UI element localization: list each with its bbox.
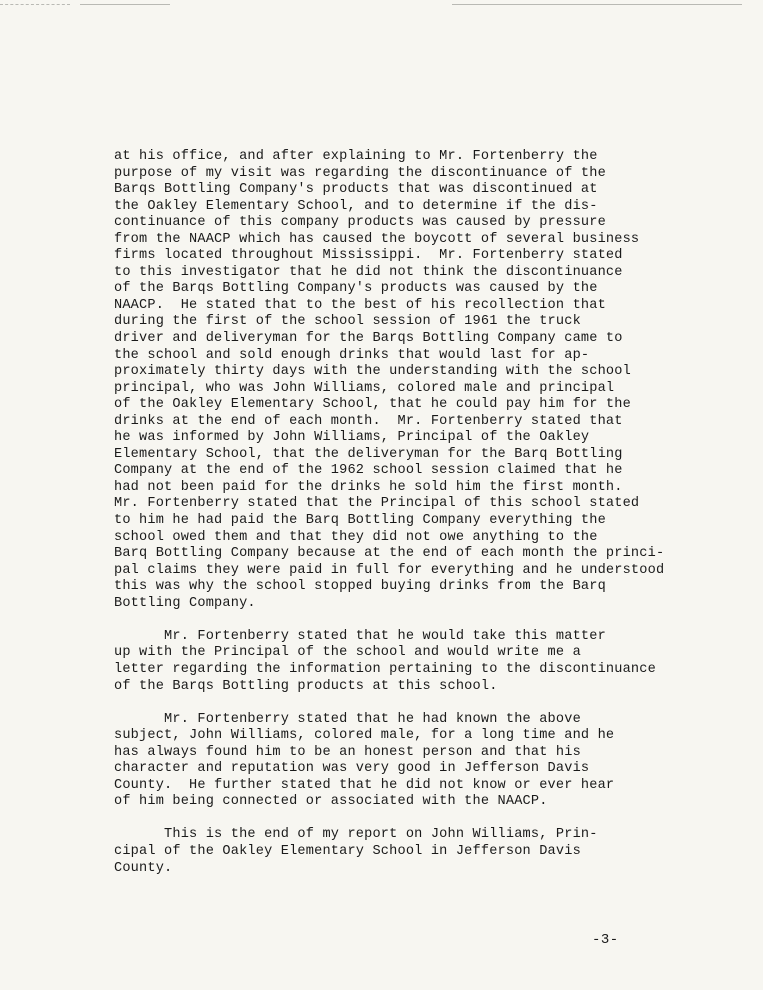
text-line: he was informed by John Williams, Principal of the Oakley	[114, 430, 590, 446]
text-line: Barq Bottling Company because at the end of each month the princi-	[114, 546, 665, 562]
text-line: subject, John Williams, colored male, for a long time and he	[114, 728, 615, 744]
text-line: the school and sold enough drinks that would last for ap-	[114, 347, 590, 363]
paragraph	[114, 149, 714, 612]
text-line: County.	[114, 860, 173, 876]
text-line: Barqs Bottling Company's products that was discontinued at	[114, 182, 598, 198]
text-line: of the Barqs Bottling products at this school.	[114, 678, 498, 694]
text-line: Mr. Fortenberry stated that the Principal of this school stated	[114, 496, 640, 512]
paragraph-gap	[114, 612, 714, 629]
paragraph-gap	[114, 811, 714, 828]
report-body	[114, 149, 714, 877]
text-line: character and reputation was very good in Jefferson Davis	[114, 761, 590, 777]
text-line: proximately thirty days with the understanding with the school	[114, 364, 631, 380]
page-number: -3-	[592, 932, 619, 948]
text-line: this was why the school stopped buying drinks from the Barq	[114, 579, 606, 595]
text-line: driver and deliveryman for the Barqs Bottling Company came to	[114, 331, 623, 347]
text-line: NAACP. He stated that to the best of his recollection that	[114, 297, 606, 313]
scan-top-edge-left	[0, 4, 70, 5]
text-line: the Oakley Elementary School, and to determine if the dis-	[114, 198, 598, 214]
paragraph	[114, 712, 714, 811]
text-line: Mr. Fortenberry stated that he had known the above	[114, 711, 581, 727]
text-line: continuance of this company products was caused by pressure	[114, 215, 606, 231]
text-line: of him being connected or associated with the NAACP.	[114, 794, 548, 810]
text-line: Elementary School, that the deliveryman for the Barq Bottling	[114, 446, 623, 462]
text-line: to this investigator that he did not think the discontinuance	[114, 264, 623, 280]
text-line: of the Oakley Elementary School, that he could pay him for the	[114, 397, 631, 413]
scan-top-edge-mid	[80, 4, 170, 5]
text-line: This is the end of my report on John Williams, Prin-	[114, 827, 598, 843]
text-line: pal claims they were paid in full for everything and he understood	[114, 562, 665, 578]
text-line: Mr. Fortenberry stated that he would take this matter	[114, 628, 606, 644]
text-line: has always found him to be an honest person and that his	[114, 744, 581, 760]
text-line: firms located throughout Mississippi. Mr. Fortenberry stated	[114, 248, 623, 264]
text-line: at his office, and after explaining to Mr. Fortenberry the	[114, 149, 598, 164]
text-line: to him he had paid the Barq Bottling Company everything the	[114, 513, 606, 529]
paragraph	[114, 629, 714, 695]
text-line: had not been paid for the drinks he sold him the first month.	[114, 479, 623, 495]
text-line: during the first of the school session of 1961 the truck	[114, 314, 581, 330]
text-line: Bottling Company.	[114, 595, 256, 611]
scan-top-edge-right	[452, 4, 742, 5]
paragraph	[114, 827, 714, 877]
paragraph-gap	[114, 695, 714, 712]
text-line: Company at the end of the 1962 school session claimed that he	[114, 463, 623, 479]
text-line: purpose of my visit was regarding the discontinuance of the	[114, 165, 606, 181]
text-line: of the Barqs Bottling Company's products was caused by the	[114, 281, 598, 297]
text-line: letter regarding the information pertaining to the discontinuance	[114, 661, 656, 677]
text-line: from the NAACP which has caused the boycott of several business	[114, 231, 640, 247]
text-line: principal, who was John Williams, colored male and principal	[114, 380, 615, 396]
text-line: drinks at the end of each month. Mr. Fortenberry stated that	[114, 413, 623, 429]
text-line: County. He further stated that he did not know or ever hear	[114, 777, 615, 793]
text-line: cipal of the Oakley Elementary School in Jefferson Davis	[114, 843, 581, 859]
text-line: school owed them and that they did not owe anything to the	[114, 529, 598, 545]
text-line: up with the Principal of the school and would write me a	[114, 645, 581, 661]
